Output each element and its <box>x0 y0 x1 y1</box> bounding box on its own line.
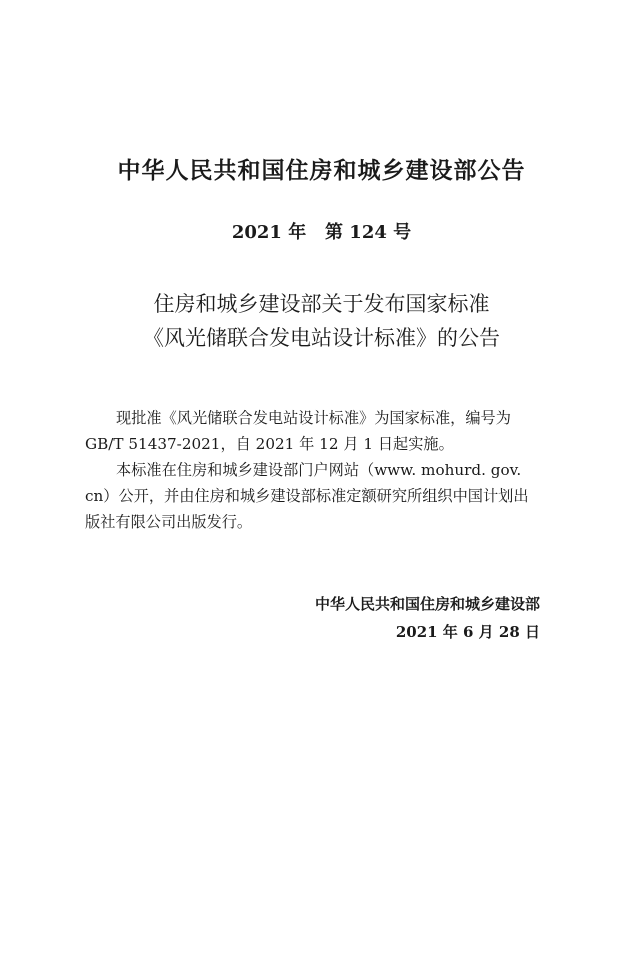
body-line-1: 现批准《风光储联合发电站设计标准》为国家标准，编号为 <box>116 409 511 427</box>
signature-block <box>315 590 540 646</box>
issuer-name: 中华人民共和国住房和城乡建设部 <box>314 595 540 613</box>
subject-line-2: 《风光储联合发电站设计标准》的公告 <box>143 326 500 350</box>
body-line-5: 版社有限公司出版发行。 <box>85 513 253 531</box>
announcement-body <box>85 405 563 535</box>
subject-line-1: 住房和城乡建设部关于发布国家标准 <box>153 292 490 316</box>
issue-number: 2021 年 第 124 号 <box>231 222 412 243</box>
announcement-subject <box>0 287 643 355</box>
issue-date: 2021 年 6 月 28 日 <box>395 623 540 641</box>
announcement-title: 中华人民共和国住房和城乡建设部公告 <box>117 158 526 184</box>
body-line-4: cn）公开，并由住房和城乡建设部标准定额研究所组织中国计划出 <box>85 487 529 505</box>
body-line-2: GB/T 51437-2021，自 2021 年 12 月 1 日起实施。 <box>85 435 454 453</box>
body-line-3: 本标准在住房和城乡建设部门户网站（www. mohurd. gov. <box>116 461 522 479</box>
